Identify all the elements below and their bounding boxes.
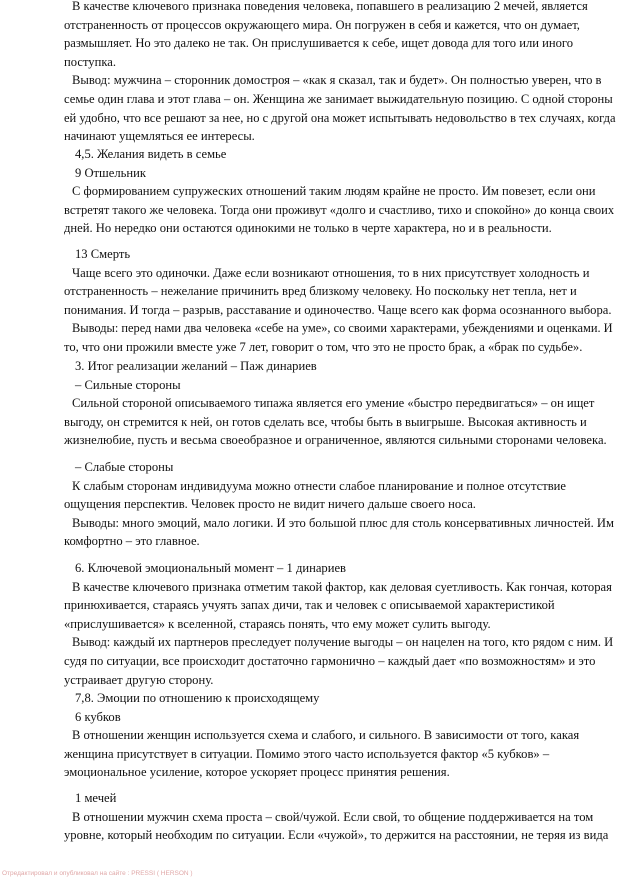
text-line: выгоду, он стремится к ней, он готов сделать все, чтобы быть в выигрыше. Высокая активность и [64, 414, 587, 429]
text-line: поступка. [64, 54, 116, 69]
text-line: Чаще всего это одиночки. Даже если возникают отношения, то в них присутствует холодность и [72, 265, 590, 280]
text-line: отстраненность – нежелание причинить вред близкому человеку. Но поскольку нет тепла, нет и [64, 284, 577, 299]
text-line: С формированием супружеских отношений таким людям крайне не просто. Им повезет, если они [72, 184, 596, 199]
text-line: Выводы: много эмоций, мало логики. И это большой плюс для столь консервативных личностей. Им [72, 515, 614, 530]
text-line: «прислушивается» к вселенной, стараясь понять, что ему может сулить выгоду. [64, 616, 491, 631]
text-line: Выводы: перед нами два человека «себе на уме», со своими характерами, убеждениями и оценками. И [72, 321, 613, 336]
section-heading-line: 4,5. Желания видеть в семье [75, 147, 227, 161]
text-line: понимания. И тогда – разрыв, расставание и одиночество. Чаще всего как форма осознанного выбора. [64, 302, 612, 317]
section-heading-line: – Слабые стороны [75, 460, 174, 474]
section-weaknesses [64, 458, 616, 551]
section-family-desires [64, 145, 616, 238]
text-line: В отношении женщин используется схема и слабого, и сильного. В зависимости от того, какая [72, 728, 580, 743]
paragraph-swords-conclusion [64, 0, 616, 146]
text-line: дней. Но нередко они остаются одинокими не только в черте характера, но и в реальности. [64, 221, 552, 236]
text-line: эмоциональное усиление, которое ускоряет процесс принятия решения. [64, 765, 450, 780]
publisher-footer: Отредактировал и опубликовал на сайте : PRESSI ( HERSON ) [2, 870, 193, 877]
text-line: ощущения перспектив. Человек просто не видит ничего дальше своего носа. [64, 497, 476, 512]
section-emotions [64, 689, 616, 782]
text-line: Вывод: мужчина – сторонник домостроя – «как я сказал, так и будет». Он полностью уверен, что в [72, 73, 602, 88]
text-line: судя по ситуации, все происходит достаточно гармонично – каждый дает «по возможностям» и это [64, 653, 596, 668]
text-line: размышляет. Но это далеко не так. Он прислушивается к себе, ищет довода для того или иного [64, 36, 574, 51]
text-line: Вывод: каждый их партнеров преследует получение выгоды – он нацелен на того, кто рядом с ним. И [72, 635, 614, 650]
section-heading-line: 3. Итог реализации желаний – Паж динариев [75, 359, 317, 373]
text-line: уровне, который необходим по ситуации. Если «чужой», то держится на расстоянии, не теряя из вида [64, 828, 609, 843]
text-line: В качестве ключевого признака отметим такой фактор, как деловая суетливость. Как гончая, которая [72, 579, 612, 594]
text-line: В качестве ключевого признака поведения человека, попавшего в реализацию 2 мечей, является [72, 0, 588, 13]
section-key-emotional-moment [64, 559, 616, 689]
text-line: то, что они прожили вместе уже 7 лет, говорит о том, что это не просто брак, а «брак по судьбе». [64, 339, 583, 354]
section-heading-line: – Сильные стороны [75, 377, 181, 392]
text-line: принюхивается, стараясь учуять запах дичи, так и человек с описываемой характеристикой [64, 598, 555, 613]
section-death [64, 245, 616, 357]
text-line: ей удобно, что все решают за нее, но с другой она может испытывать недовольство в тех случаях, когда [64, 110, 616, 125]
section-heading-line: 6 кубков [75, 709, 121, 724]
section-heading-line: 13 Смерть [75, 247, 131, 261]
text-line: В отношении мужчин схема проста – свой/чужой. Если свой, то общение поддерживается на том [72, 809, 594, 824]
section-strengths [64, 357, 616, 450]
text-line: жизнелюбие, пусть и весьма своеобразное и ограниченное, являются сильными сторонами человека. [64, 433, 607, 448]
text-line: К слабым сторонам индивидуума можно отнести слабое планирование и полное отсутствие [72, 478, 566, 493]
section-heading-line: 1 мечей [75, 791, 117, 805]
text-line: Сильной стороной описываемого типажа является его умение «быстро передвигаться» – он ищет [72, 396, 595, 411]
section-heading-line: 7,8. Эмоции по отношению к происходящему [75, 691, 320, 705]
text-line: комфортно – это главное. [64, 534, 200, 549]
text-line: начинают ущемляться ее интересы. [64, 129, 255, 144]
text-line: семье один глава и этот глава – он. Женщина же занимает выжидательную позицию. С одной стороны [64, 91, 613, 106]
text-line: встретят такого же человека. Тогда они проживут «долго и счастливо, тихо и спокойно» до конца своих [64, 202, 615, 217]
text-line: устраивает другую сторону. [64, 672, 214, 687]
text-line: отстраненность от процессов окружающего мира. Он погружен в себя и кажется, что он думает, [64, 17, 580, 32]
section-heading-line: 9 Отшельник [75, 165, 146, 180]
text-line: женщина присутствует в ситуации. Помимо этого часто используется фактор «5 кубков» – [64, 746, 550, 761]
section-swords-one [64, 789, 616, 845]
section-heading-line: 6. Ключевой эмоциональный момент – 1 динариев [75, 561, 346, 575]
